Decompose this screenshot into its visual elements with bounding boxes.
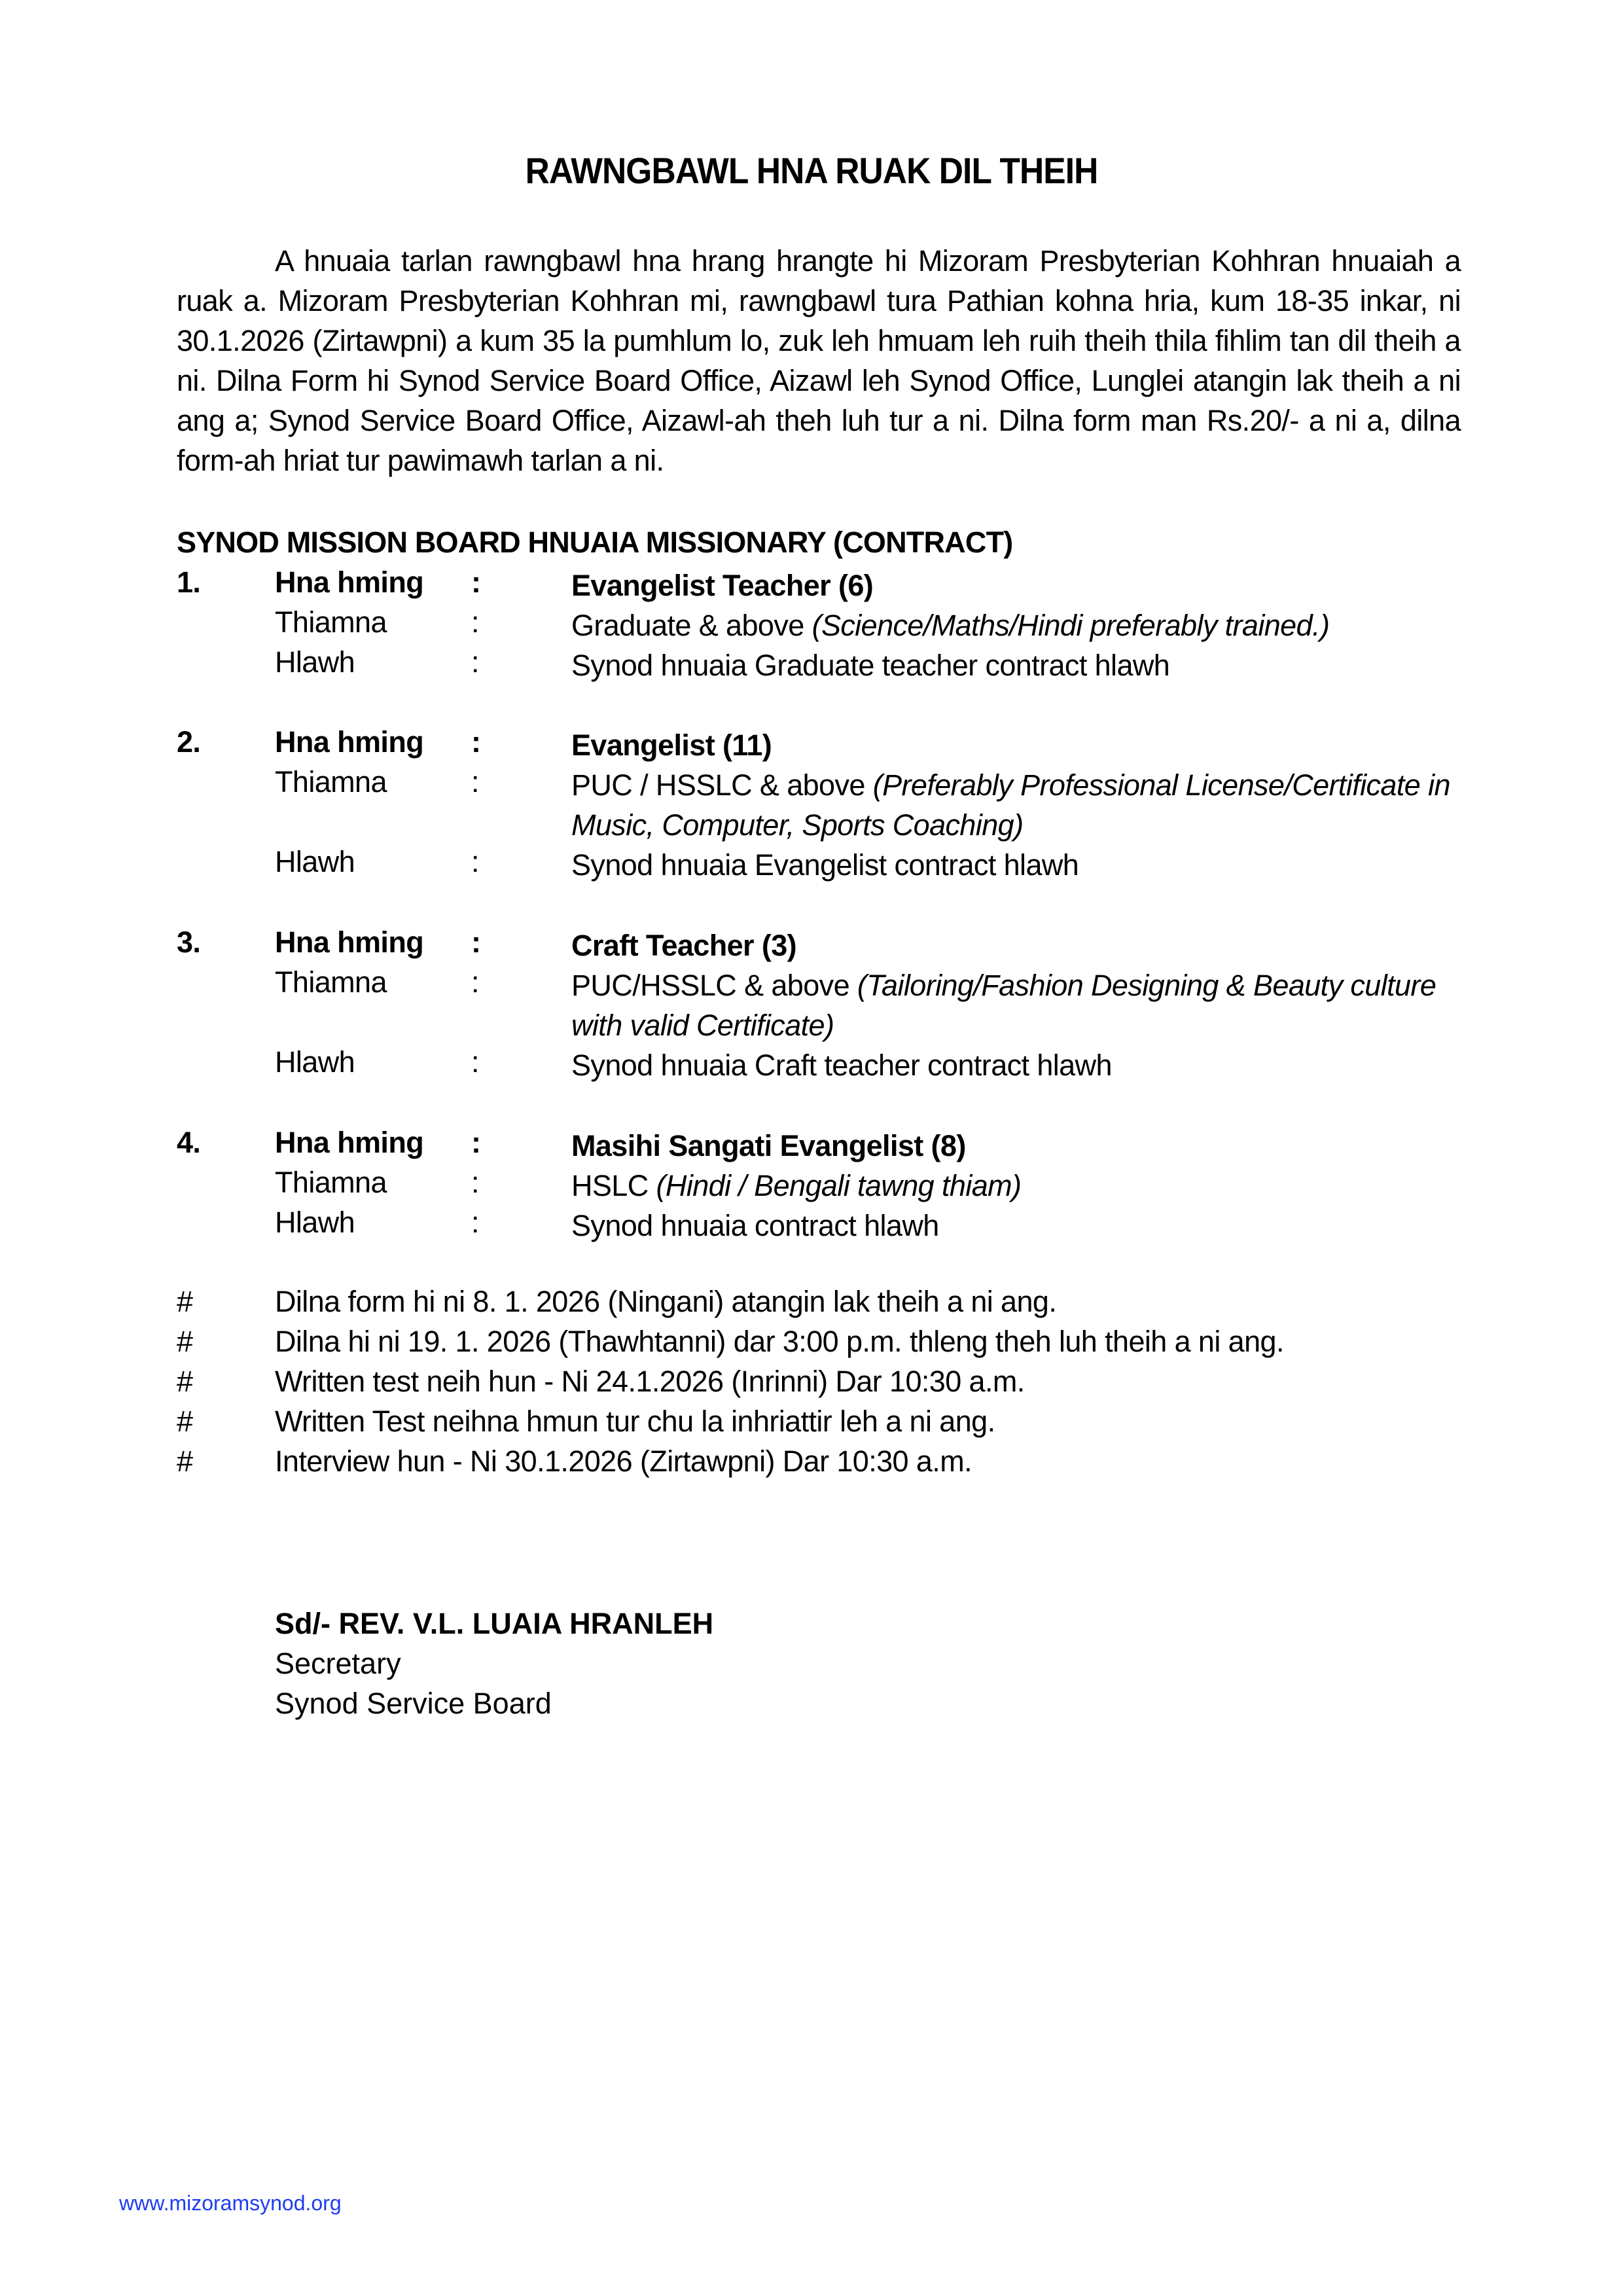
colon: :: [471, 925, 481, 959]
colon: :: [471, 765, 479, 798]
job-post-row: [177, 1126, 1486, 1166]
post-name: Masihi Sangati Evangelist (8): [571, 1129, 966, 1162]
qualification-text: PUC/HSSLC & above: [571, 969, 857, 1002]
note-text: Interview hun - Ni 30.1.2026 (Zirtawpni) Dar 10:30 a.m.: [275, 1444, 972, 1478]
job-item: [177, 925, 1486, 1085]
job-number: 4.: [177, 1126, 201, 1159]
pay-label: Hlawh: [275, 845, 355, 878]
qualification-value: [571, 605, 1461, 645]
intro-text: A hnuaia tarlan rawngbawl hna hrang hrangte hi Mizoram Presbyterian Kohhran hnuaiah a ruak a. Mizoram Presbyterian Kohhran mi, rawngbawl tura Pathian kohna hria, kum 18-35 inkar, ni 30.1.2026 (Zirtawpni) a kum 35 la pumhlum lo, zuk leh hmuam leh ruih theih thila fihlim tan dil theih a ni. Dilna Form hi Synod Service Board Office, Aizawl leh Synod Office, Lunglei atangin lak theih a ni ang a; Synod Service Board Office, Aizawl-ah theh luh tur a ni. Dilna form man Rs.20/- a ni a, dilna form-ah hriat tur pawimawh tarlan a ni.: [177, 244, 1461, 477]
pay-label: Hlawh: [275, 1206, 355, 1239]
job-number: 3.: [177, 925, 201, 959]
pay-label: Hlawh: [275, 645, 355, 679]
page-title: RAWNGBAWL HNA RUAK DIL THEIH: [525, 150, 1098, 191]
pay-value: Synod hnuaia Evangelist contract hlawh: [571, 848, 1079, 882]
job-number: 1.: [177, 565, 201, 599]
post-name: Evangelist (11): [571, 728, 772, 762]
colon: :: [471, 725, 481, 759]
qualification-text: Graduate & above: [571, 609, 812, 642]
note-text: Written Test neihna hmun tur chu la inhriattir leh a ni ang.: [275, 1405, 995, 1438]
note-text: Written test neih hun - Ni 24.1.2026 (Inrinni) Dar 10:30 a.m.: [275, 1365, 1025, 1398]
footer-website-link[interactable]: www.mizoramsynod.org: [119, 2191, 342, 2215]
pay-label: Hlawh: [275, 1045, 355, 1079]
colon: :: [471, 1206, 479, 1239]
job-qualification-row: [177, 765, 1486, 845]
qualification-value: [571, 765, 1461, 845]
job-number: 2.: [177, 725, 201, 759]
post-label: Hna hming: [275, 565, 424, 599]
colon: :: [471, 605, 479, 639]
signatory-name: Sd/- REV. V.L. LUAIA HRANLEH: [275, 1607, 714, 1640]
hash-bullet: #: [177, 1325, 193, 1358]
post-label: Hna hming: [275, 925, 424, 959]
qualification-label: Thiamna: [275, 605, 387, 639]
colon: :: [471, 1166, 479, 1199]
job-pay-row: [177, 845, 1486, 885]
qualification-value: [571, 965, 1461, 1045]
job-pay-row: [177, 645, 1486, 685]
job-post-row: [177, 925, 1486, 965]
job-item: [177, 565, 1486, 685]
note-text: Dilna hi ni 19. 1. 2026 (Thawhtanni) dar 3:00 p.m. thleng theh luh theih a ni ang.: [275, 1325, 1284, 1358]
section-heading: SYNOD MISSION BOARD HNUAIA MISSIONARY (CONTRACT): [177, 526, 1013, 559]
colon: :: [471, 965, 479, 999]
colon: :: [471, 565, 481, 599]
qualification-text: HSLC: [571, 1169, 656, 1202]
intro-paragraph: [177, 241, 1461, 480]
job-qualification-row: [177, 965, 1486, 1045]
pay-value: Synod hnuaia contract hlawh: [571, 1209, 939, 1242]
signatory-office: Synod Service Board: [275, 1687, 552, 1720]
hash-bullet: #: [177, 1365, 193, 1398]
qualification-note: (Science/Maths/Hindi preferably trained.): [812, 609, 1330, 642]
qualification-note: (Preferably Professional License/Certificate in Music, Computer, Sports Coaching): [571, 768, 1450, 842]
colon: :: [471, 1045, 479, 1079]
qualification-note: (Hindi / Bengali tawng thiam): [656, 1169, 1022, 1202]
job-post-row: [177, 565, 1486, 605]
job-item: [177, 1126, 1486, 1246]
post-label: Hna hming: [275, 1126, 424, 1159]
hash-bullet: #: [177, 1405, 193, 1438]
qualification-label: Thiamna: [275, 1166, 387, 1199]
qualification-note: (Tailoring/Fashion Designing & Beauty culture with valid Certificate): [571, 969, 1436, 1042]
signatory-designation: Secretary: [275, 1647, 401, 1680]
hash-bullet: #: [177, 1285, 193, 1318]
note-text: Dilna form hi ni 8. 1. 2026 (Ningani) atangin lak theih a ni ang.: [275, 1285, 1057, 1318]
job-post-row: [177, 725, 1486, 765]
colon: :: [471, 845, 479, 878]
signature-block: [275, 1604, 713, 1723]
qualification-label: Thiamna: [275, 765, 387, 798]
job-pay-row: [177, 1206, 1486, 1246]
post-name: Craft Teacher (3): [571, 929, 797, 962]
qualification-label: Thiamna: [275, 965, 387, 999]
colon: :: [471, 645, 479, 679]
hash-bullet: #: [177, 1444, 193, 1478]
pay-value: Synod hnuaia Graduate teacher contract hlawh: [571, 649, 1170, 682]
pay-value: Synod hnuaia Craft teacher contract hlawh: [571, 1049, 1112, 1082]
post-label: Hna hming: [275, 725, 424, 759]
job-qualification-row: [177, 605, 1486, 645]
job-qualification-row: [177, 1166, 1486, 1206]
job-pay-row: [177, 1045, 1486, 1085]
qualification-value: [571, 1166, 1461, 1206]
qualification-text: PUC / HSSLC & above: [571, 768, 873, 802]
post-name: Evangelist Teacher (6): [571, 569, 874, 602]
colon: :: [471, 1126, 481, 1159]
job-item: [177, 725, 1486, 885]
